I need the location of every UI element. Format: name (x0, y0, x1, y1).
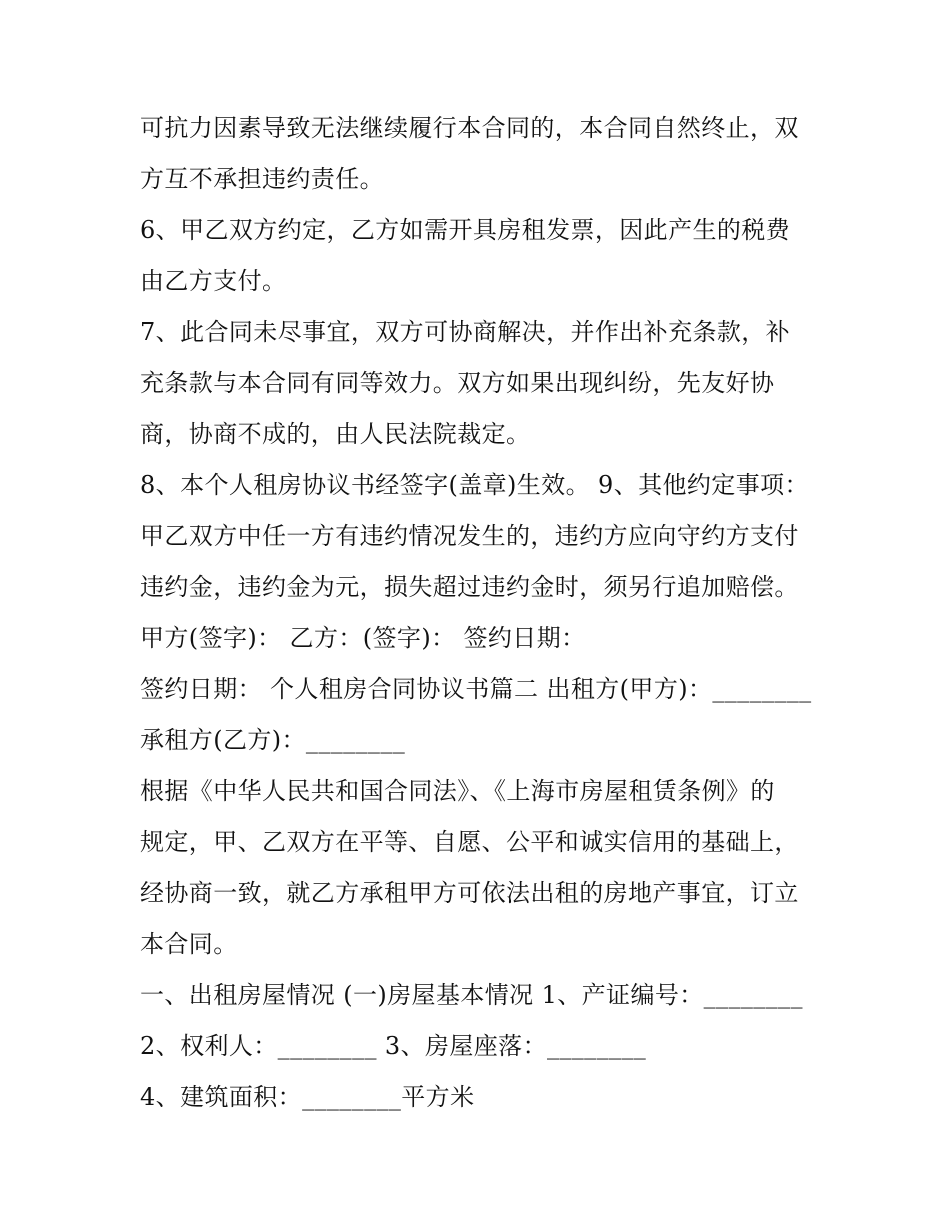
text-line-6: 充条款与本合同有同等效力。双方如果出现纠纷，先友好协 (140, 369, 775, 397)
text-line-8: 8、本个人租房协议书经签字(盖章)生效。 9、其他约定事项： (140, 471, 809, 499)
text-line-15: 规定，甲、乙双方在平等、自愿、公平和诚实信用的基础上， (140, 828, 799, 856)
text-line-4: 由乙方支付。 (140, 267, 287, 295)
text-line-5: 7、此合同未尽事宜，双方可协商解决，并作出补充条款，补 (140, 318, 791, 346)
text-line-9: 甲乙双方中任一方有违约情况发生的，违约方应向守约方支付 (140, 522, 799, 550)
document-body (140, 103, 820, 1123)
text-line-17: 本合同。 (140, 930, 238, 958)
text-line-1: 可抗力因素导致无法继续履行本合同的，本合同自然终止，双 (140, 114, 799, 142)
text-line-16: 经协商一致，就乙方承租甲方可依法出租的房地产事宜，订立 (140, 879, 799, 907)
text-line-3: 6、甲乙双方约定，乙方如需开具房租发票，因此产生的税费 (140, 216, 791, 244)
text-line-12: 签约日期： 个人租房合同协议书篇二 出租方(甲方)：________ (140, 675, 812, 703)
text-line-10: 违约金，违约金为元，损失超过违约金时，须另行追加赔偿。 (140, 573, 799, 601)
text-line-7: 商，协商不成的，由人民法院裁定。 (140, 420, 531, 448)
text-line-19: 2、权利人：________ 3、房屋座落：________ (140, 1032, 647, 1060)
text-line-18: 一、出租房屋情况 (一)房屋基本情况 1、产证编号：________ (140, 981, 803, 1009)
text-line-11: 甲方(签字)： 乙方：(签字)： 签约日期： (140, 624, 586, 652)
text-line-14: 根据《中华人民共和国合同法》、《上海市房屋租赁条例》的 (140, 777, 775, 805)
text-line-13: 承租方(乙方)：________ (140, 726, 406, 754)
text-line-20: 4、建筑面积：________平方米 (140, 1083, 475, 1111)
text-line-2: 方互不承担违约责任。 (140, 165, 384, 193)
